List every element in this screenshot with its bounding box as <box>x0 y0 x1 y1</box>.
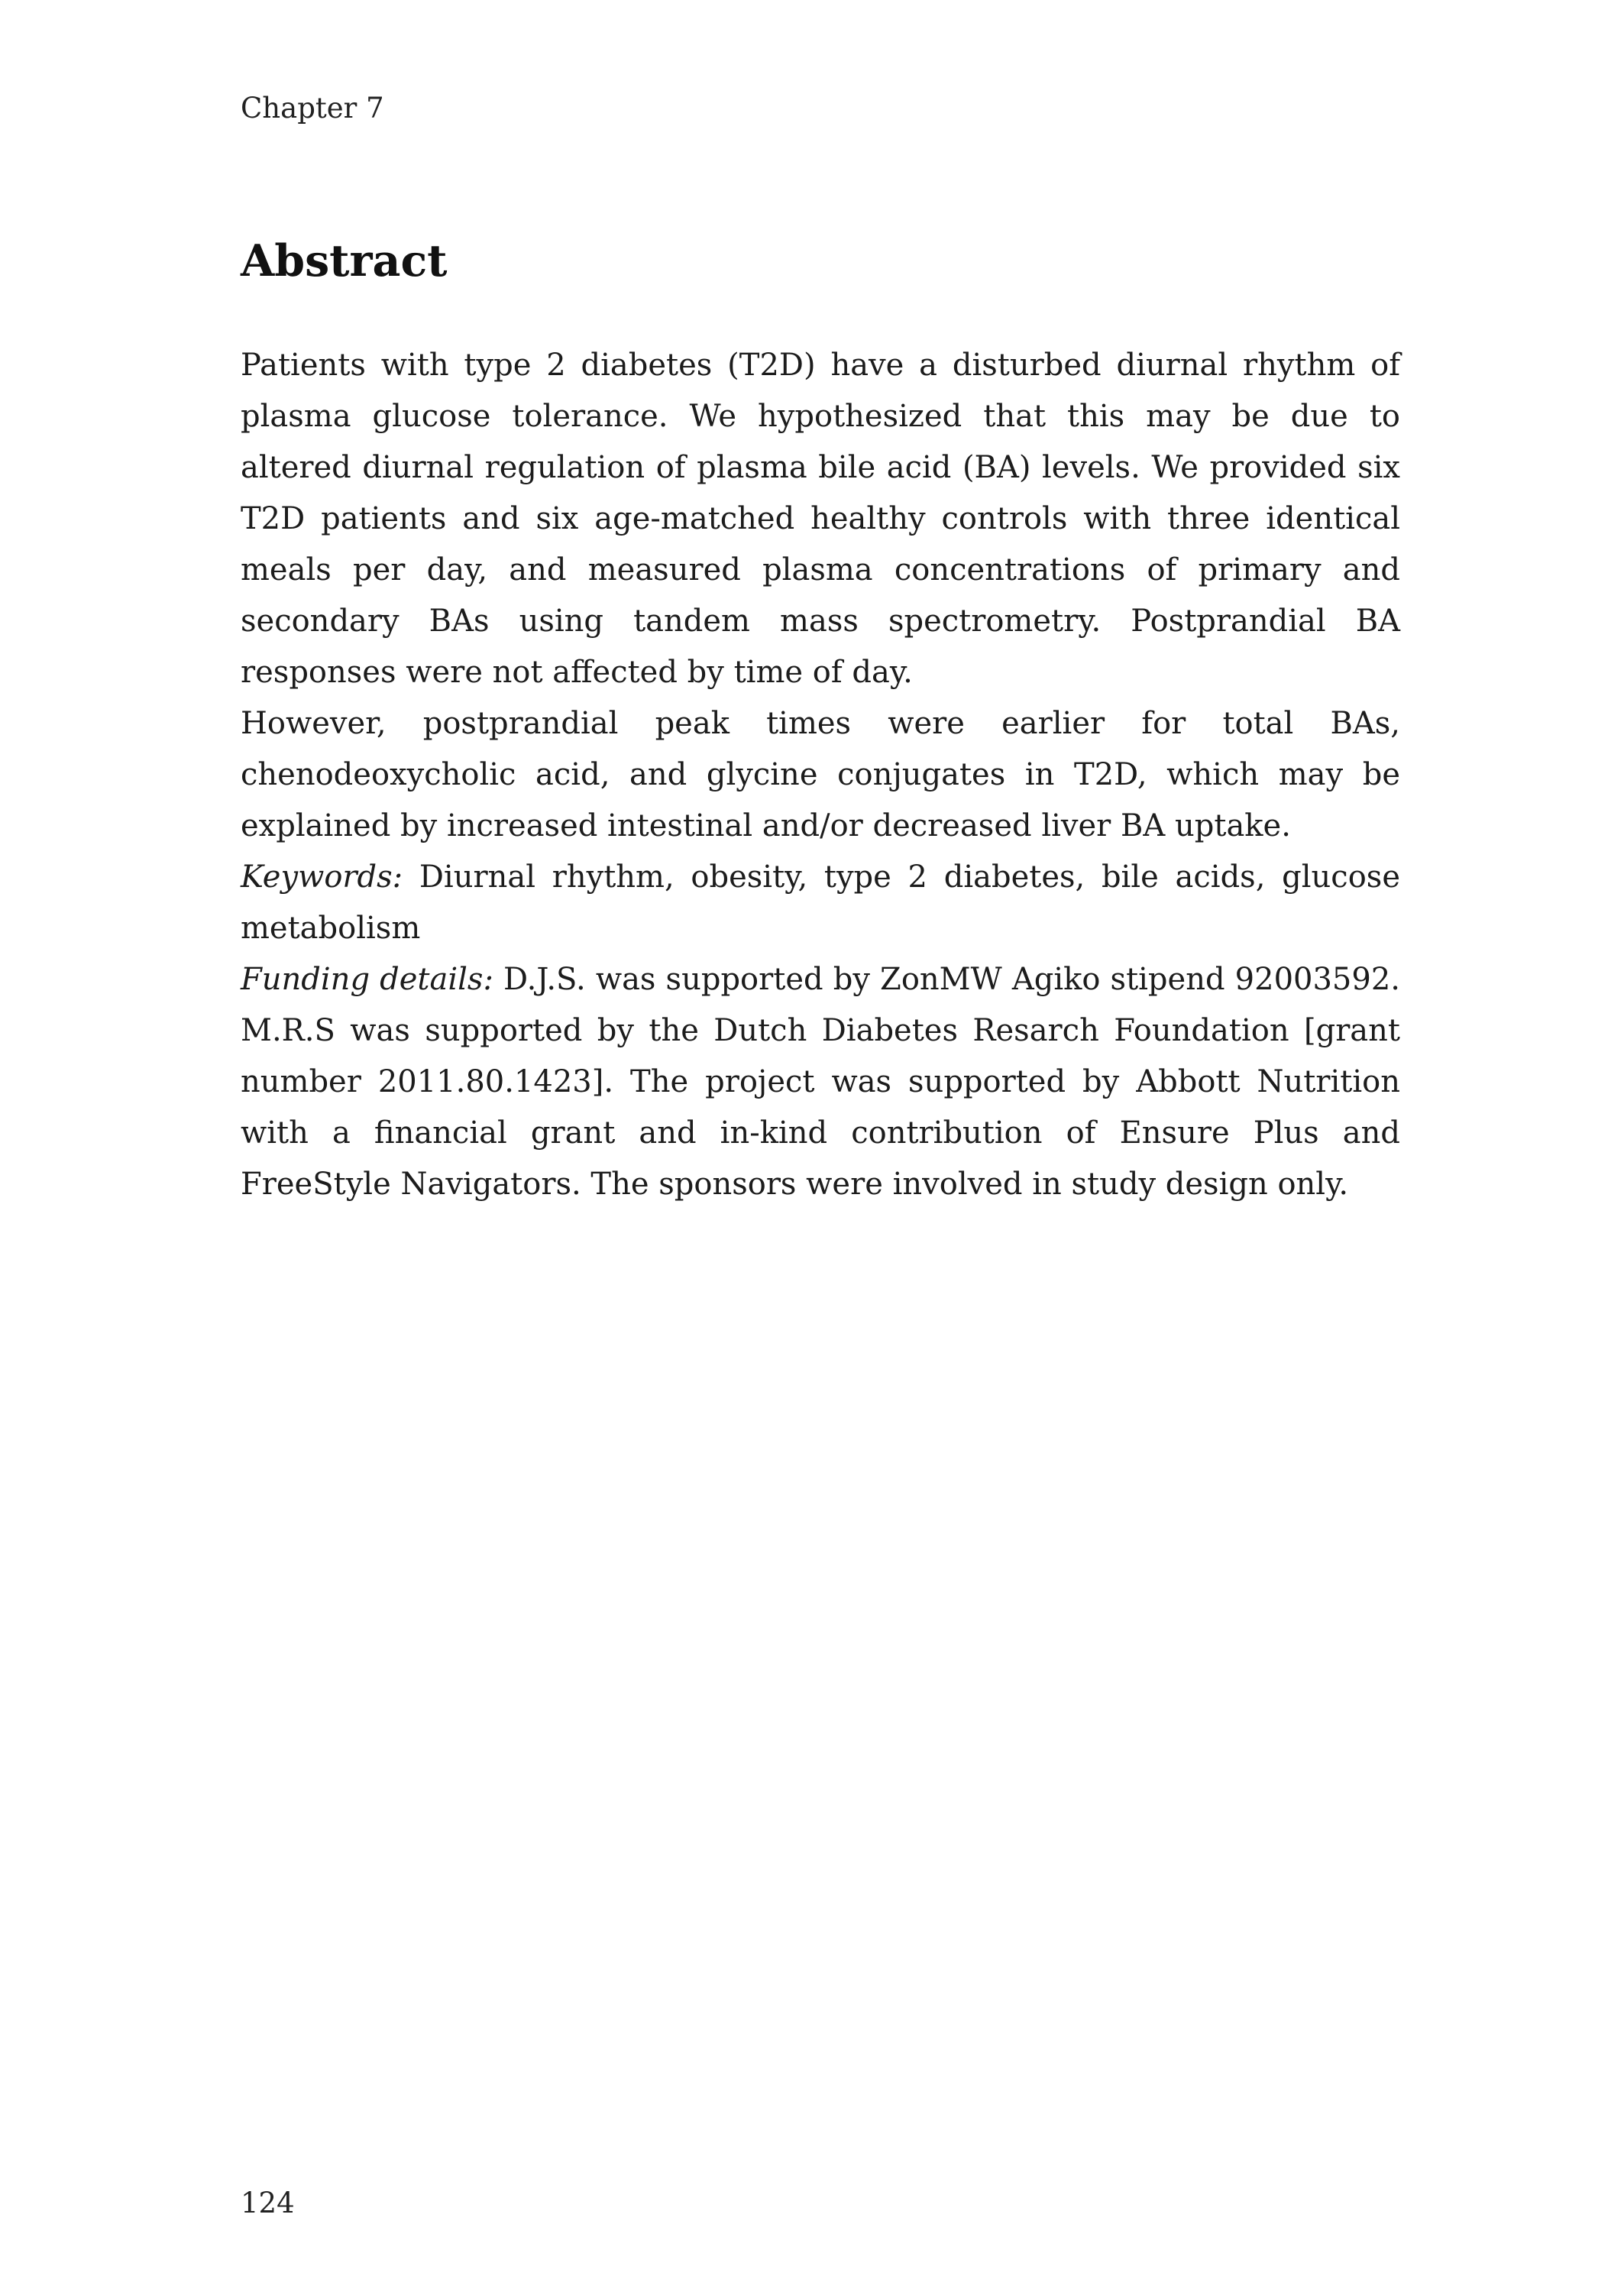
keywords-line <box>241 852 1400 954</box>
funding-text: D.J.S. was supported by ZonMW Agiko stipend 92003592. M.R.S was supported by the Dutch Diabetes Resarch Foundation [grant number 2011.80.1423]. The project was supported by Abbott Nutrition with a financial grant and in-kind contribution of Ensure Plus and FreeStyle Navigators. The sponsors were involved in study design only. <box>241 962 1400 1202</box>
abstract-heading: Abstract <box>241 235 448 286</box>
abstract-paragraph-2: However, postprandial peak times were earlier for total BAs, chenodeoxycholic acid, and glycine conjugates in T2D, which may be explained by increased intestinal and/or decreased liver BA uptake. <box>241 706 1400 843</box>
abstract-paragraph-1: Patients with type 2 diabetes (T2D) have a disturbed diurnal rhythm of plasma glucose tolerance. We hypothesized that this may be due to altered diurnal regulation of plasma bile acid (BA) levels. We provided six T2D patients and six age-matched healthy controls with three identical meals per day, and measured plasma concentrations of primary and secondary BAs using tandem mass spectrometry. Postprandial BA responses were not affected by time of day. <box>241 348 1400 690</box>
funding-label: Funding details: <box>241 962 493 997</box>
abstract-body <box>241 340 1400 1210</box>
keywords-text: Diurnal rhythm, obesity, type 2 diabetes, bile acids, glucose metabolism <box>241 860 1400 946</box>
running-head: Chapter 7 <box>241 92 384 125</box>
page-number: 124 <box>241 2187 295 2219</box>
keywords-label: Keywords: <box>241 860 403 895</box>
funding-paragraph <box>241 954 1400 1210</box>
